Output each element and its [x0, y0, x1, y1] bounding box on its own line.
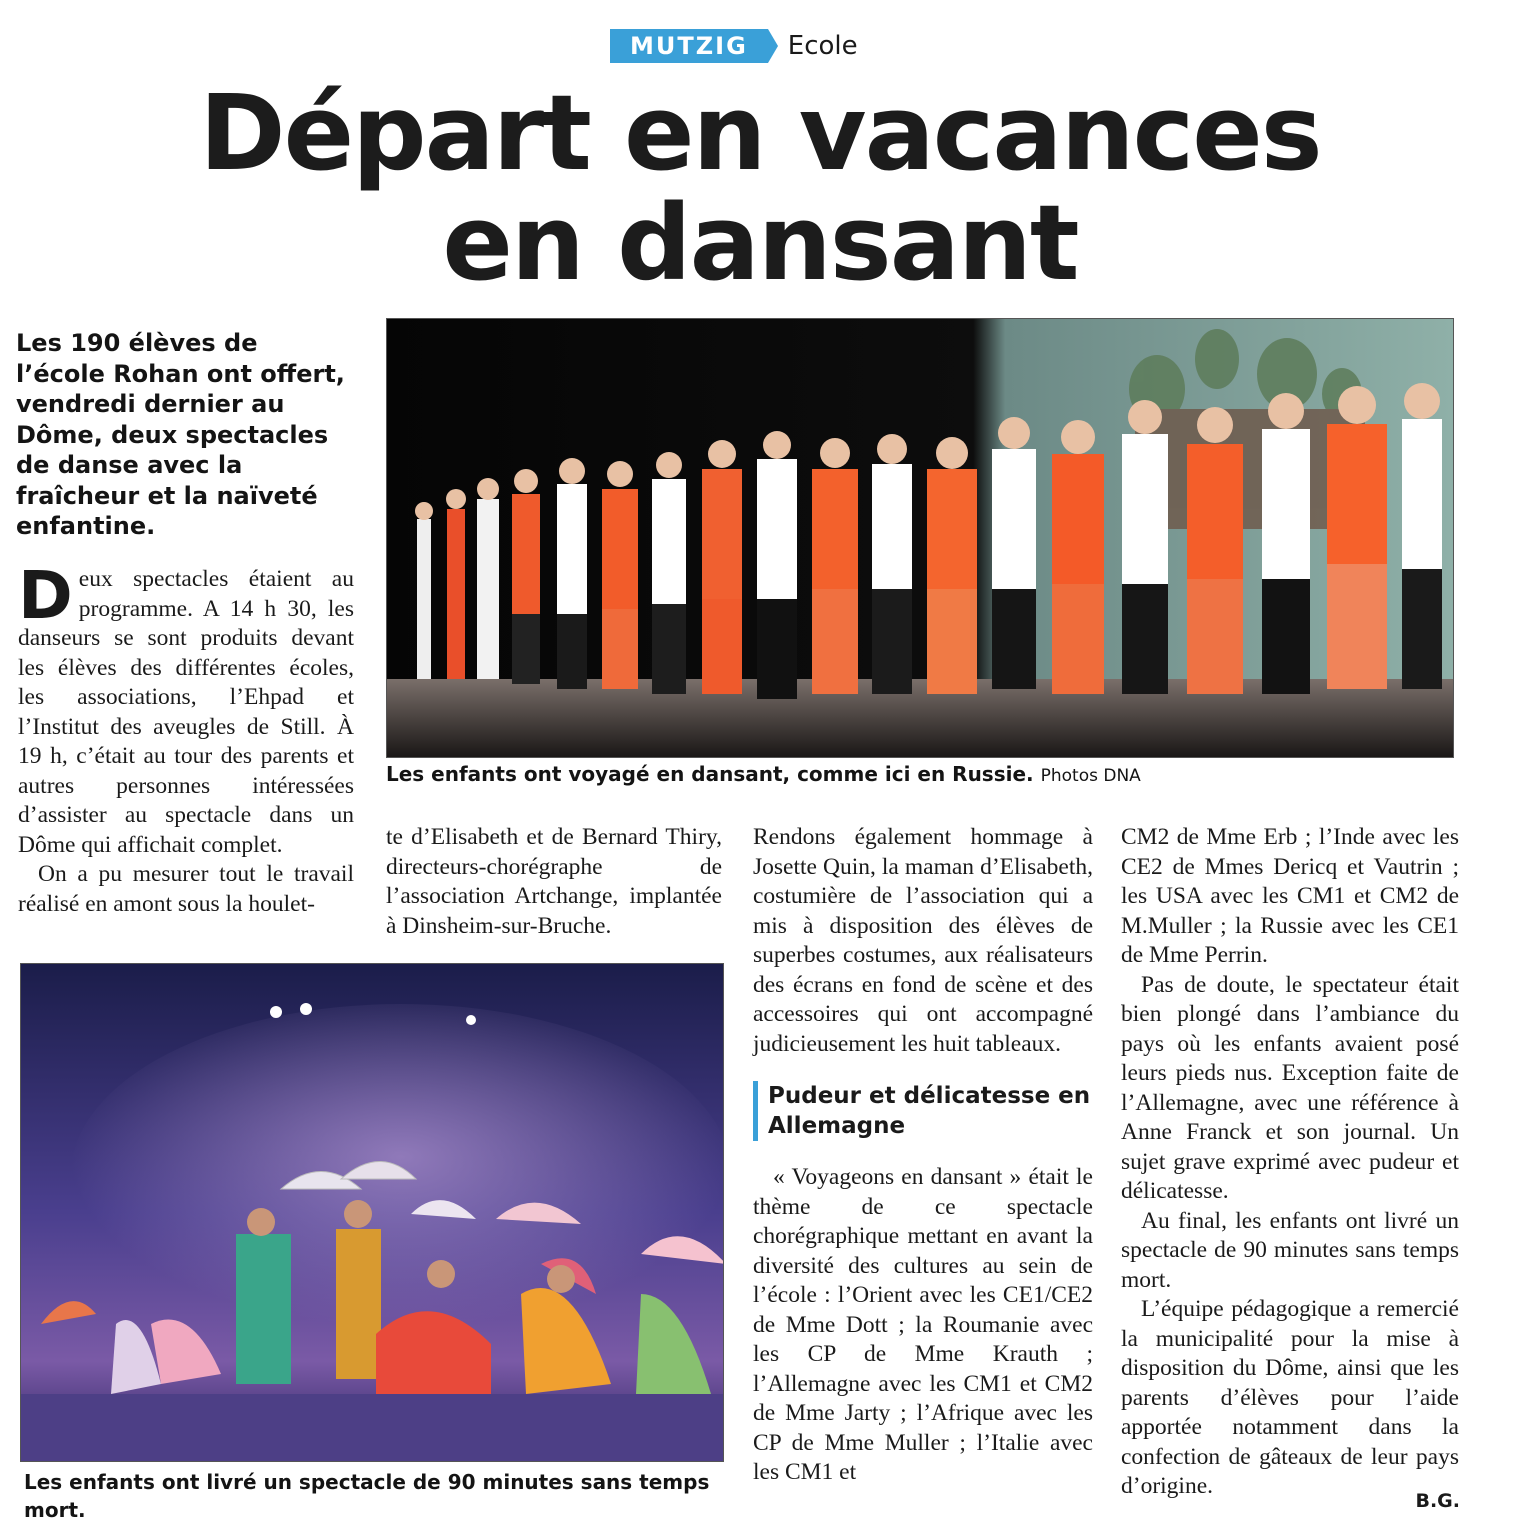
article-paragraph: Au final, les enfants ont livré un spectacle de 90 minutes sans temps mort.	[1121, 1207, 1459, 1293]
photo-russia-illustration	[387, 319, 1453, 757]
subheading: Pudeur et délicatesse en Allemagne	[753, 1081, 1093, 1141]
photo-credit: Photos DNA	[1040, 766, 1141, 786]
article-paragraph: Pas de doute, le spectateur était bien plongé dans l’ambiance du pays où les enfants avaient posé leurs pieds nus. Exception faite de l’Allemagne, avec une référence à Anne Franck et son journal. Un sujet grave exprimé avec pudeur et délicatesse.	[1121, 971, 1459, 1204]
article-paragraph	[18, 557, 354, 860]
article-column-3	[753, 823, 1093, 1488]
lead-paragraph: Les 190 élèves de l’école Rohan ont offert, vendredi dernier au Dôme, deux spectacles de danse avec la fraîcheur et la naïveté enfantine.	[16, 329, 345, 540]
author-signature: B.G.	[1415, 1490, 1460, 1512]
article-paragraph: « Voyageons en dansant » était le thème de ce spectacle chorégraphique mettant en avant la diversité des cultures au sein de l’école : l’Orient avec les CE1/CE2 de Mme Dott ; la Roumanie avec les CP de Mme Krauth ; l’Allemagne avec les CM1 et CM2 de Mme Jarty ; l’Afrique avec les CP de Mme Muller ; l’Italie avec les CM1 et	[753, 1164, 1093, 1485]
article-paragraph: On a pu mesurer tout le travail réalisé en amont sous la houlet-	[18, 861, 354, 917]
headline-line-1: Départ en vacances	[199, 72, 1321, 194]
photo-russia-dance	[386, 318, 1454, 758]
article-column-2	[386, 823, 722, 941]
photo-1-caption	[386, 762, 1452, 786]
rubric	[610, 28, 858, 64]
headline-line-2: en dansant	[442, 182, 1078, 304]
drop-cap: D	[18, 557, 73, 634]
paragraph-text: eux spectacles étaient au programme. A 14 h 30, les danseurs se sont produits devant les élèves des différentes écoles, les associations, l’Ehpad et l’Institut des aveugles de Still. À 19 h, c’était au tour des parents et autres personnes intéressées d’assister au spectacle dans un Dôme qui affichait complet.	[18, 566, 354, 858]
article-paragraph: te d’Elisabeth et de Bernard Thiry, directeurs-chorégraphe de l’association Artchange, implantée à Dinsheim-sur-Bruche.	[386, 824, 722, 939]
article-paragraph: L’équipe pédagogique a remercié la municipalité pour la mise à disposition du Dôme, ainsi que les parents d’élèves pour l’aide apportée notamment dans la confection de gâteaux de leur pays d’origine.	[1121, 1296, 1459, 1499]
rubric-arrow	[768, 29, 778, 63]
section-label: Ecole	[787, 31, 858, 61]
article-paragraph: Rendons également hommage à Josette Quin, la maman d’Elisabeth, costumière de l’association qui a mis à disposition des élèves de superbes costumes, aux réalisateurs des écrans en fond de scène et des accessoires qui ont accompagné judicieusement les huit tableaux.	[753, 824, 1093, 1057]
photo-1-caption-text: Les enfants ont voyagé en dansant, comme ici en Russie.	[386, 762, 1034, 786]
headline	[0, 72, 1520, 304]
photo-umbrella-dance	[20, 963, 724, 1462]
article-paragraph: CM2 de Mme Erb ; l’Inde avec les CE2 de Mmes Dericq et Vautrin ; les USA avec les CM1 et CM2 de M.Muller ; la Russie avec les CE1 de Mme Perrin.	[1121, 824, 1459, 968]
photo-2-caption: Les enfants ont livré un spectacle de 90 minutes sans temps mort.	[24, 1470, 710, 1522]
article-column-4	[1121, 823, 1459, 1502]
article-column-1	[18, 557, 354, 919]
photo-umbrella-illustration	[21, 964, 723, 1461]
town-label: MUTZIG	[610, 29, 768, 63]
